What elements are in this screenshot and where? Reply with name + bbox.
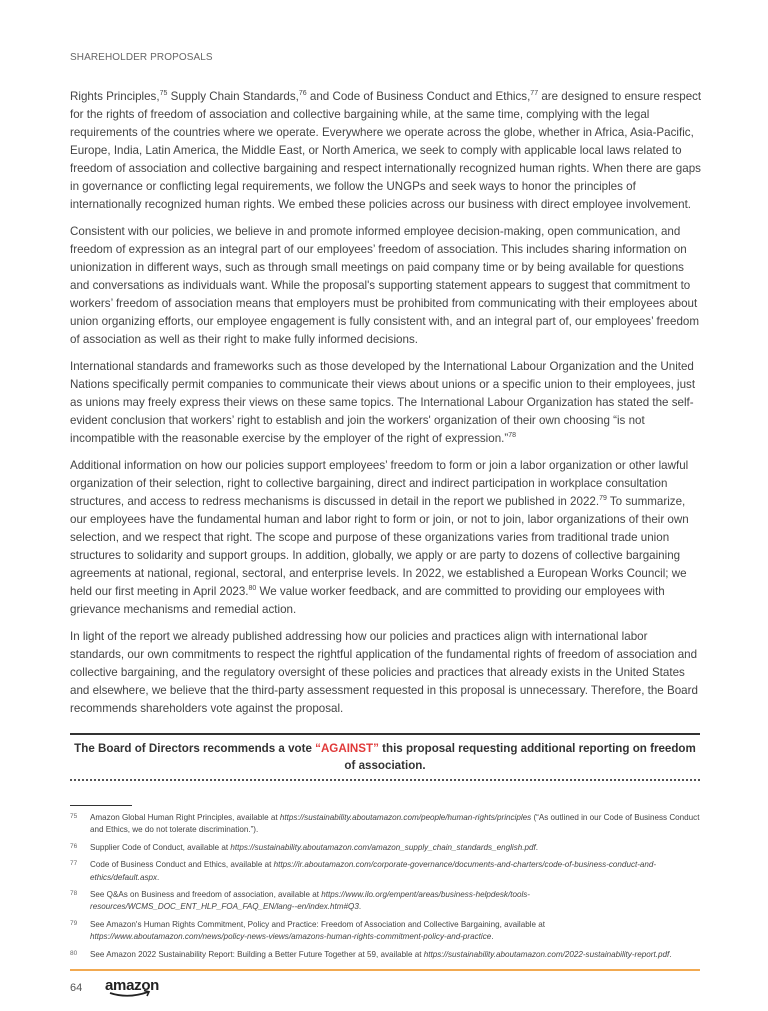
footnote-text-part: See Q&As on Business and freedom of association, available at [90, 890, 322, 900]
footnote-text-part: . [157, 872, 160, 882]
footnote-ref[interactable]: 80 [248, 585, 257, 592]
paragraph-text: Consistent with our policies, we believe in and promote informed employee decision-making, open communication, and freedom of expression as an integral part of our employees’ freedom of association. This includes sharing information on unionization in different ways, such as through small meetings on paid company time or by being available for questions and conversations as individuals want. While the proposal's supporting statement appears to suggest that commitment to workers’ freedom of association means that employers must be prohibited from communicating with their employees about union organizing efforts, our employee engagement is fully consistent with, and an integral part of, our employees’ freedom of association as well as their right to make fully informed decisions. [70, 225, 700, 346]
footnote-link[interactable]: https://sustainability.aboutamazon.com/people/human-rights/principles [279, 813, 532, 822]
footnote-text-part: . [669, 949, 672, 959]
paragraph-text: are designed to ensure respect for the rights of freedom of association and collective bargaining while, at the same time, complying with the legal requirements of the countries where we operate. Everywhere we operate across the globe, whether in Africa, Asia-Pacific, Europe, India, Latin America, the Middle East, or North America, we seek to comply with applicable local laws related to freedom of association and collective bargaining and respect internationally recognized human rights. When there are gaps in governance or conflicting legal requirements, we follow the UNGPs and seek ways to honor the principles of internationally recognized human rights. We embed these policies across our business with direct employee involvement. [70, 90, 702, 211]
footnote [70, 949, 700, 961]
footnote-text-part: Code of Business Conduct and Ethics, available at [90, 860, 274, 870]
footer [70, 971, 702, 1011]
page [70, 0, 702, 1011]
footnote-link[interactable]: https://sustainability.aboutamazon.com/2022-sustainability-report.pdf [423, 949, 670, 959]
footnote-text [90, 842, 700, 854]
footnote-number: 80 [70, 949, 78, 957]
footnote-ref[interactable]: 79 [599, 495, 607, 502]
footnote-link[interactable]: https://ir.aboutamazon.com/corporate-governance/documents-and-charters/code-of-business-conduct-and-ethics/default.aspx [90, 860, 657, 882]
paragraph-text: Supply Chain Standards, [167, 90, 299, 103]
lower-section [70, 781, 702, 1011]
footnote [70, 859, 700, 884]
recommendation-text: The Board of Directors recommends a vote [74, 742, 316, 755]
paragraph [70, 628, 702, 718]
footnote-number: 76 [70, 842, 78, 850]
footnote-text [90, 949, 700, 961]
footnote-text-part: See Amazon 2022 Sustainability Report: Building a Better Future Together at 59, available at [90, 949, 424, 959]
svg-text:amazon: amazon [105, 977, 160, 995]
board-recommendation [70, 733, 700, 781]
footnote-text-part: . [358, 902, 362, 912]
footnote-link[interactable]: https://www.aboutamazon.com/news/policy-news-views/amazons-human-rights-commitment-policy-and-practice [90, 932, 492, 942]
paragraph-text: Rights Principles, [70, 90, 160, 103]
footnote-number: 79 [70, 919, 78, 927]
footnote-ref[interactable]: 77 [530, 90, 539, 97]
footnote-ref[interactable]: 76 [298, 90, 307, 97]
paragraph [70, 88, 702, 214]
paragraph [70, 223, 702, 349]
footnote-text-part: See Amazon's Human Rights Commitment, Policy and Practice: Freedom of Association and Collective Bargaining, available at [90, 919, 546, 929]
footnote-text-part: Supplier Code of Conduct, available at [90, 842, 231, 852]
footnote-text-part: . [491, 932, 494, 942]
paragraph-text: Additional information on how our policies support employees’ freedom to form or join a labor organization or other lawful organization of their selection, right to collective bargaining, direct and indirect participation in workplace consultation structures, and access to redress mechanisms is discussed in detail in the report we published in 2022. [70, 459, 689, 508]
footnote [70, 919, 700, 944]
amazon-logo [104, 977, 162, 1004]
footnote [70, 842, 700, 854]
footnote [70, 812, 700, 837]
paragraph-text: To summarize, our employees have the fundamental human and labor right to form or join, or not to join, labor organizations of their own selection, and we respect that right. The scope and purpose of these organizations varies from traditional trade union structures to solidarity and support groups. In addition, globally, we apply or are party to dozens of collective bargaining agreements at national, regional, sectoral, and enterprise levels. In 2022, we established a European Works Council; we held our first meeting in April 2023. [70, 495, 689, 598]
footnote-text-part: . [535, 842, 538, 852]
footnote-text [90, 859, 700, 884]
page-number: 64 [70, 982, 83, 995]
footnote-ref[interactable]: 75 [159, 90, 168, 97]
footnote-divider [70, 805, 132, 806]
section-header: SHAREHOLDER PROPOSALS [70, 52, 213, 63]
paragraph-text: In light of the report we already published addressing how our policies and practices align with international labor standards, our own commitments to respect the rightful application of the fundamental rights of freedom of association and collective bargaining, and the regulatory oversight of these policies and practices that already exists in the United States and elsewhere, we believe that the third-party assessment requested in this proposal is unnecessary. Therefore, the Board recommends shareholders vote against the proposal. [70, 630, 698, 715]
paragraph [70, 457, 702, 619]
footnote-text [90, 919, 700, 944]
paragraph-text: and Code of Business Conduct and Ethics, [306, 90, 531, 103]
body-text [70, 88, 702, 727]
footnote-text-part: (“As outlined in our Code of Business Conduct and Ethics, we do not tolerate discrimination.”). [90, 813, 700, 835]
paragraph-text: We value worker feedback, and are committed to providing our employees with grievance mechanisms and remedial action. [70, 585, 665, 616]
footnote-link[interactable]: https://sustainability.aboutamazon.com/amazon_supply_chain_standards_english.pdf [230, 842, 536, 852]
footnote-ref[interactable]: 78 [508, 432, 517, 439]
footnotes [70, 812, 700, 961]
footnote-text [90, 812, 700, 837]
recommendation-text-end: this proposal requesting additional reporting on freedom of association. [344, 742, 696, 772]
footnote-number: 77 [70, 860, 78, 868]
footnote-text-part: Amazon Global Human Right Principles, available at [90, 813, 280, 822]
footnote-text [90, 889, 700, 914]
paragraph-text: International standards and frameworks such as those developed by the International Labour Organization and the United Nations specifically permit companies to communicate their views about unions or a specific union to their employees, just as unions may freely express their views on these same topics. The International Labour Organization has stated the self-evident conclusion that workers’ right to establish and join the workers' organization of their own choosing “is not incompatible with the reasonable exercise by the employer of the right of expression.” [70, 360, 696, 445]
footnote [70, 889, 700, 914]
footnote-number: 75 [70, 813, 78, 820]
footnote-number: 78 [70, 890, 78, 898]
paragraph [70, 358, 702, 448]
against-vote: “AGAINST” [315, 742, 379, 755]
footnote-link[interactable]: https://www.ilo.org/empent/areas/business-helpdesk/tools-resources/WCMS_DOC_ENT_HLP_FOA_FAQ_EN/lang--en/index.htm#Q3 [90, 890, 531, 912]
